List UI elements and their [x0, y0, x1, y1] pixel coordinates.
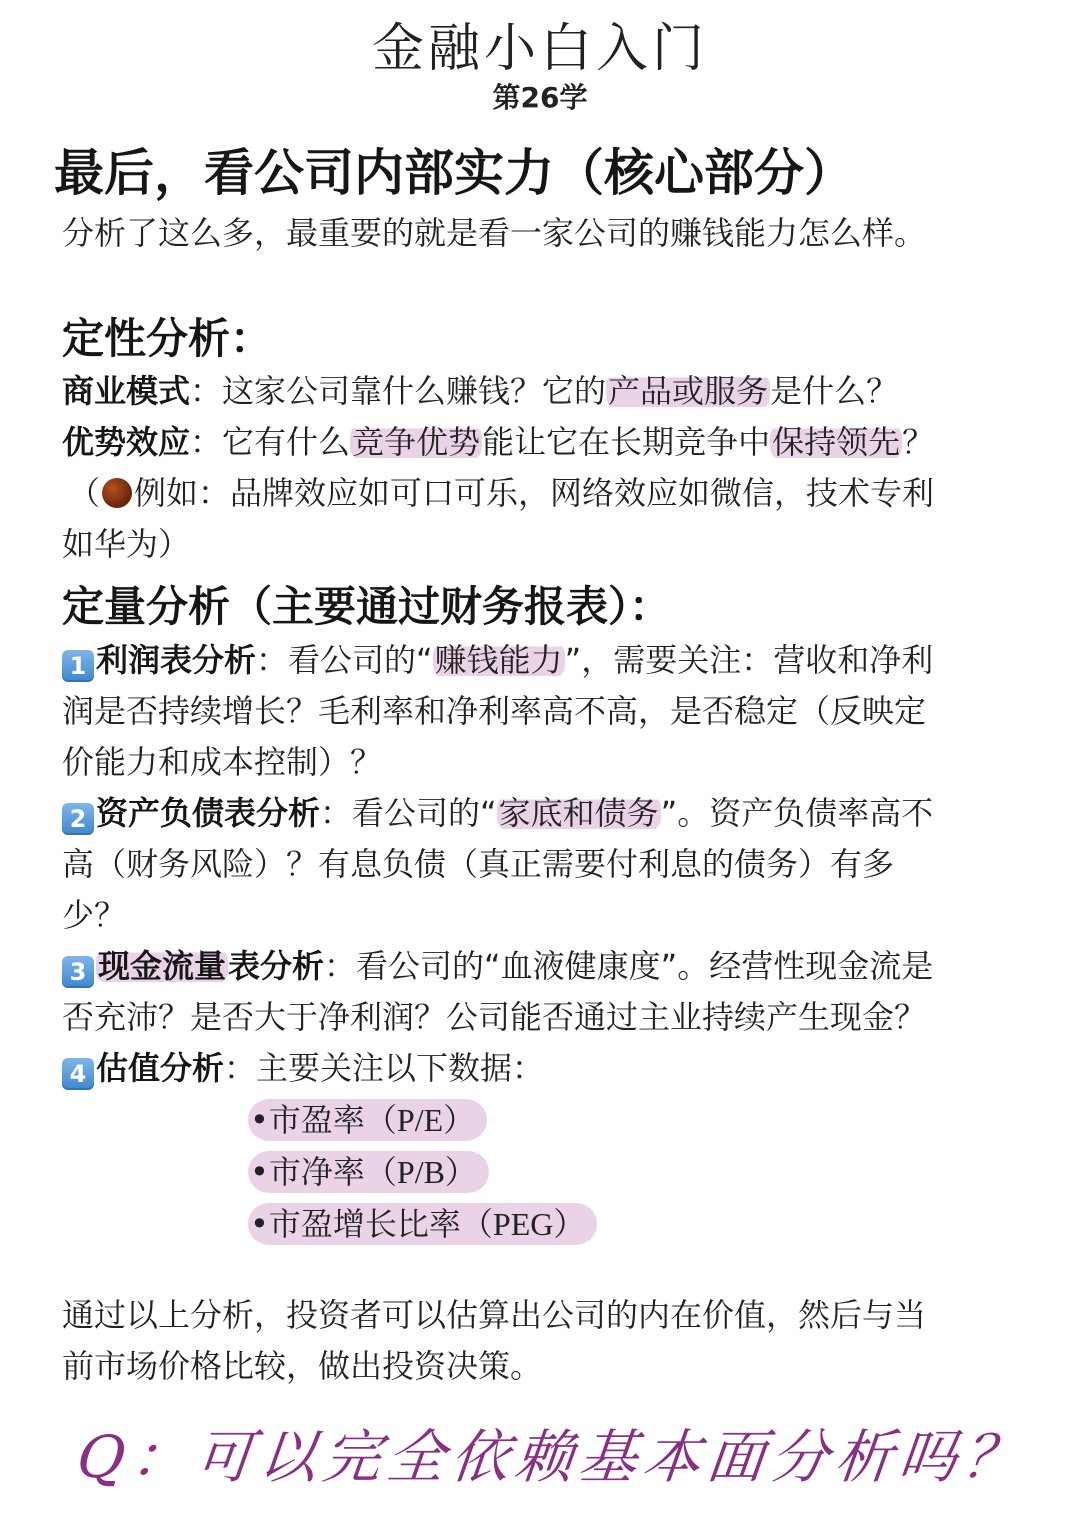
- highlight-assets-debt: 家底和债务: [498, 794, 659, 832]
- advantage-text-mid: 能让它在长期竞争中: [482, 423, 771, 461]
- valuation-line: [62, 1043, 1032, 1094]
- valuation-text: 主要关注以下数据：: [256, 1049, 545, 1087]
- qualitative-heading: 定性分析：: [62, 314, 273, 363]
- income-line-3: [62, 737, 1032, 788]
- colon: ：: [190, 372, 223, 410]
- bullet-dot: •: [250, 1153, 269, 1191]
- example-open: （: [68, 474, 101, 512]
- cash-flow-text: 看公司的“血液健康度”。经营性现金流是: [356, 947, 934, 985]
- cash-flow-label-highlight: 现金流量: [98, 947, 227, 985]
- handwritten-question: Q：可以完全依赖基本面分析吗？: [73, 1423, 1031, 1491]
- valuation-bullets: [248, 1094, 597, 1250]
- advantage-label: 优势效应: [62, 423, 191, 461]
- income-text-3: 价能力和成本控制）？: [62, 743, 383, 781]
- income-text-2: 润是否持续增长？毛利率和净利率高不高，是否稳定（反映定: [62, 692, 927, 730]
- chestnut-icon: [102, 478, 132, 508]
- advantage-line: [62, 417, 1032, 468]
- colon: ：: [190, 423, 223, 461]
- colon: ：: [256, 641, 289, 679]
- cash-flow-line-2: [62, 992, 1032, 1043]
- conclusion-paragraph: [62, 1290, 1032, 1392]
- income-text: 看公司的“: [288, 641, 433, 679]
- conclusion-text-2: 前市场价格比较，做出投资决策。: [62, 1347, 543, 1385]
- income-line-2: [62, 686, 1032, 737]
- example-line: [68, 468, 1032, 519]
- bullet-pill: [248, 1151, 489, 1193]
- balance-sheet-line: [62, 788, 1032, 839]
- highlight-product-service: 产品或服务: [608, 372, 769, 410]
- colon: ：: [324, 947, 357, 985]
- quantitative-block: [62, 635, 1032, 1094]
- highlight-keep-leading: 保持领先: [772, 423, 901, 461]
- cash-flow-line: [62, 941, 1032, 992]
- number-2-icon: 2: [62, 803, 94, 835]
- business-model-text-end: 是什么？: [770, 372, 899, 410]
- conclusion-line-1: [62, 1290, 1032, 1341]
- colon: ：: [320, 794, 353, 832]
- business-model-label: 商业模式: [62, 372, 191, 410]
- bullet-pb: [248, 1146, 597, 1198]
- balance-text-2: 高（财务风险）？有息负债（真正需要付利息的债务）有多: [62, 845, 895, 883]
- balance-sheet-label: 资产负债表分析: [96, 794, 321, 832]
- bullet-en: （P/E）: [364, 1102, 476, 1138]
- bullet-en: （P/B）: [364, 1154, 477, 1190]
- qualitative-block: [62, 366, 1032, 570]
- advantage-text-end: ？: [902, 423, 935, 461]
- bullet-pill: [248, 1203, 597, 1245]
- balance-line-3: [62, 890, 1032, 941]
- bullet-pe: [248, 1094, 597, 1146]
- highlight-earning-power: 赚钱能力: [434, 641, 563, 679]
- highlight-competitive-advantage: 竞争优势: [352, 423, 481, 461]
- balance-text-3: 少？: [62, 896, 127, 934]
- number-3-icon: 3: [62, 956, 94, 988]
- balance-line-2: [62, 839, 1032, 890]
- advantage-text: 它有什么: [222, 423, 351, 461]
- balance-text-end: ”。资产负债率高不: [660, 794, 934, 832]
- business-model-text: 这家公司靠什么赚钱？它的: [222, 372, 607, 410]
- colon: ：: [224, 1049, 257, 1087]
- business-model-line: [62, 366, 1032, 417]
- conclusion-line-2: [62, 1341, 1032, 1392]
- number-4-icon: 4: [62, 1058, 94, 1090]
- bullet-dot: •: [250, 1101, 269, 1139]
- main-heading: 最后，看公司内部实力（核心部分）: [54, 144, 854, 202]
- example-text-2: 如华为）: [62, 525, 191, 563]
- cash-flow-label-rest: 表分析: [228, 947, 325, 985]
- bullet-cn: 市盈增长比率: [268, 1205, 461, 1243]
- balance-text: 看公司的“: [352, 794, 497, 832]
- quantitative-heading: 定量分析（主要通过财务报表）：: [62, 582, 672, 631]
- income-statement-line: [62, 635, 1032, 686]
- bullet-cn: 市净率: [268, 1153, 365, 1191]
- income-statement-label: 利润表分析: [96, 641, 257, 679]
- conclusion-text-1: 通过以上分析，投资者可以估算出公司的内在价值，然后与当: [62, 1296, 927, 1334]
- valuation-label: 估值分析: [96, 1049, 225, 1087]
- example-text: 例如：品牌效应如可口可乐，网络效应如微信，技术专利: [134, 474, 935, 512]
- bullet-cn: 市盈率: [268, 1101, 365, 1139]
- cash-flow-text-2: 否充沛？是否大于净利润？公司能否通过主业持续产生现金？: [62, 998, 927, 1036]
- income-text-end: ”，需要关注：营收和净利: [564, 641, 934, 679]
- bullet-dot: •: [250, 1205, 269, 1243]
- page-subtitle: 第26学: [492, 81, 588, 114]
- bullet-peg: [248, 1198, 597, 1250]
- example-line-2: [62, 519, 1032, 570]
- bullet-en: （PEG）: [460, 1206, 586, 1242]
- intro-paragraph: 分析了这么多，最重要的就是看一家公司的赚钱能力怎么样。: [62, 214, 927, 252]
- number-1-icon: 1: [62, 650, 94, 682]
- page-title: 金融小白入门: [371, 19, 708, 79]
- bullet-pill: [248, 1099, 487, 1141]
